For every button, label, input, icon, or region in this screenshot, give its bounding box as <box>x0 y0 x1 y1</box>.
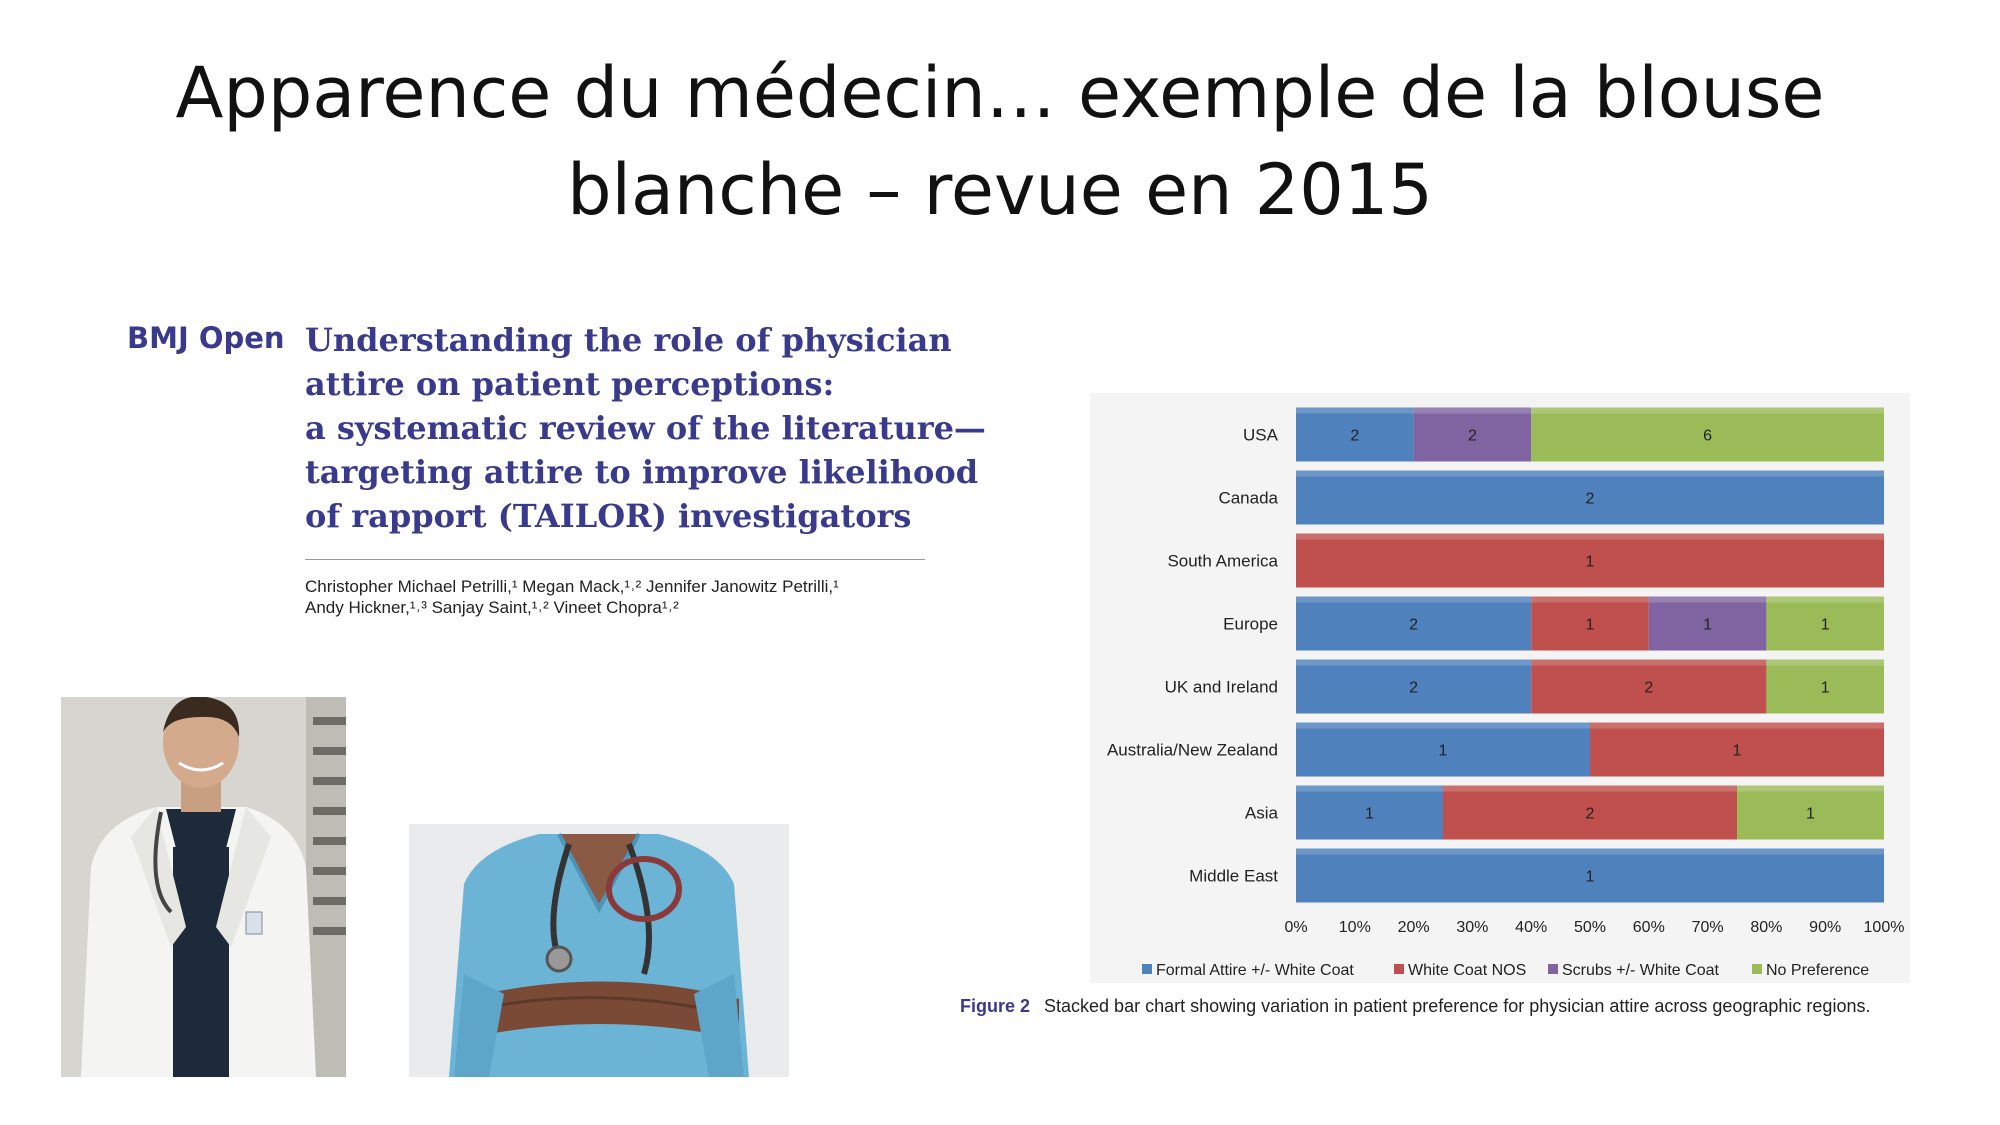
x-tick-label: 90% <box>1809 919 1842 936</box>
bar-highlight <box>1737 786 1884 792</box>
figure-caption <box>960 996 1870 1017</box>
bar-highlight <box>1531 408 1884 414</box>
data-label: 2 <box>1467 427 1477 445</box>
chart-canvas <box>1090 393 1910 983</box>
data-label: 2 <box>1585 805 1595 823</box>
divider <box>305 559 925 560</box>
paper-title-line: of rapport (TAILOR) investigators <box>305 497 912 535</box>
caption-text: Stacked bar chart showing variation in patient preference for physician attire across geographic regions. <box>1044 996 1871 1016</box>
stacked-bar-chart <box>1090 393 1910 983</box>
bar-highlight <box>1766 597 1884 603</box>
bar-highlight <box>1296 597 1531 603</box>
legend-swatch <box>1752 964 1762 974</box>
bar-highlight <box>1414 408 1532 414</box>
data-label: 1 <box>1365 805 1374 823</box>
figure-label: Figure 2 <box>960 996 1031 1016</box>
authors-line: Christopher Michael Petrilli,¹ Megan Mack,¹˒² Jennifer Janowitz Petrilli,¹ <box>305 577 839 596</box>
legend-label: White Coat NOS <box>1408 962 1527 979</box>
bar-highlight <box>1766 660 1884 666</box>
paper-title-line: Understanding the role of physician <box>305 321 952 359</box>
x-tick-label: 100% <box>1863 919 1905 936</box>
data-label: 1 <box>1585 616 1595 634</box>
bar-highlight <box>1531 597 1649 603</box>
data-label: 1 <box>1820 616 1830 634</box>
category-label: Australia/New Zealand <box>1106 740 1278 760</box>
x-tick-label: 30% <box>1456 919 1489 936</box>
x-tick-label: 0% <box>1284 919 1308 936</box>
bar-highlight <box>1649 597 1767 603</box>
bar-highlight <box>1296 786 1443 792</box>
bar-highlight <box>1296 534 1884 540</box>
x-tick-label: 10% <box>1338 919 1371 936</box>
legend-swatch <box>1548 964 1558 974</box>
legend-label: No Preference <box>1766 962 1870 979</box>
author-list <box>305 576 945 618</box>
paper-title-line: attire on patient perceptions: <box>305 365 835 403</box>
x-tick-label: 60% <box>1632 919 1665 936</box>
x-tick-label: 80% <box>1750 919 1783 936</box>
category-label: Asia <box>1244 803 1278 823</box>
category-label: UK and Ireland <box>1164 677 1278 697</box>
data-label: 2 <box>1409 679 1419 697</box>
bar-highlight <box>1296 723 1590 729</box>
category-label: Europe <box>1223 614 1278 634</box>
data-label: 1 <box>1703 616 1713 634</box>
scrubs-photo <box>409 824 789 1077</box>
bar-highlight <box>1296 408 1414 414</box>
data-label: 1 <box>1438 742 1448 760</box>
bar-highlight <box>1443 786 1737 792</box>
slide-title-line2: blanche – revue en 2015 <box>567 149 1433 231</box>
data-label: 1 <box>1820 679 1830 697</box>
legend-swatch <box>1394 964 1404 974</box>
x-tick-label: 20% <box>1397 919 1430 936</box>
bar-highlight <box>1590 723 1884 729</box>
x-tick-label: 70% <box>1691 919 1724 936</box>
bar-highlight <box>1531 660 1766 666</box>
bar-highlight <box>1296 660 1531 666</box>
slide-title <box>0 45 2000 239</box>
paper-title <box>305 318 986 538</box>
paper-title-line: a systematic review of the literature— <box>305 409 986 447</box>
journal-name: BMJ Open <box>127 321 285 355</box>
category-label: USA <box>1243 425 1278 445</box>
data-label: 2 <box>1409 616 1419 634</box>
x-tick-label: 40% <box>1515 919 1548 936</box>
data-label: 1 <box>1732 742 1742 760</box>
data-label: 2 <box>1585 490 1595 508</box>
legend-swatch <box>1142 964 1152 974</box>
category-label: Middle East <box>1189 866 1278 886</box>
category-label: South America <box>1167 551 1278 571</box>
bar-highlight <box>1296 849 1884 855</box>
bar-highlight <box>1296 471 1884 477</box>
legend-label: Scrubs +/- White Coat <box>1562 962 1719 979</box>
data-label: 2 <box>1350 427 1360 445</box>
physician-photo <box>61 697 346 1077</box>
x-tick-label: 50% <box>1573 919 1607 936</box>
slide-title-line1: Apparence du médecin… exemple de la blouse <box>175 52 1825 134</box>
legend-label: Formal Attire +/- White Coat <box>1156 962 1354 979</box>
data-label: 1 <box>1806 805 1815 823</box>
data-label: 1 <box>1585 553 1595 571</box>
data-label: 1 <box>1585 868 1595 886</box>
data-label: 6 <box>1703 427 1713 445</box>
data-label: 2 <box>1644 679 1654 697</box>
paper-title-line: targeting attire to improve likelihood <box>305 453 979 491</box>
authors-line: Andy Hickner,¹˒³ Sanjay Saint,¹˒² Vineet Chopra¹˒² <box>305 598 679 617</box>
category-label: Canada <box>1218 488 1278 508</box>
